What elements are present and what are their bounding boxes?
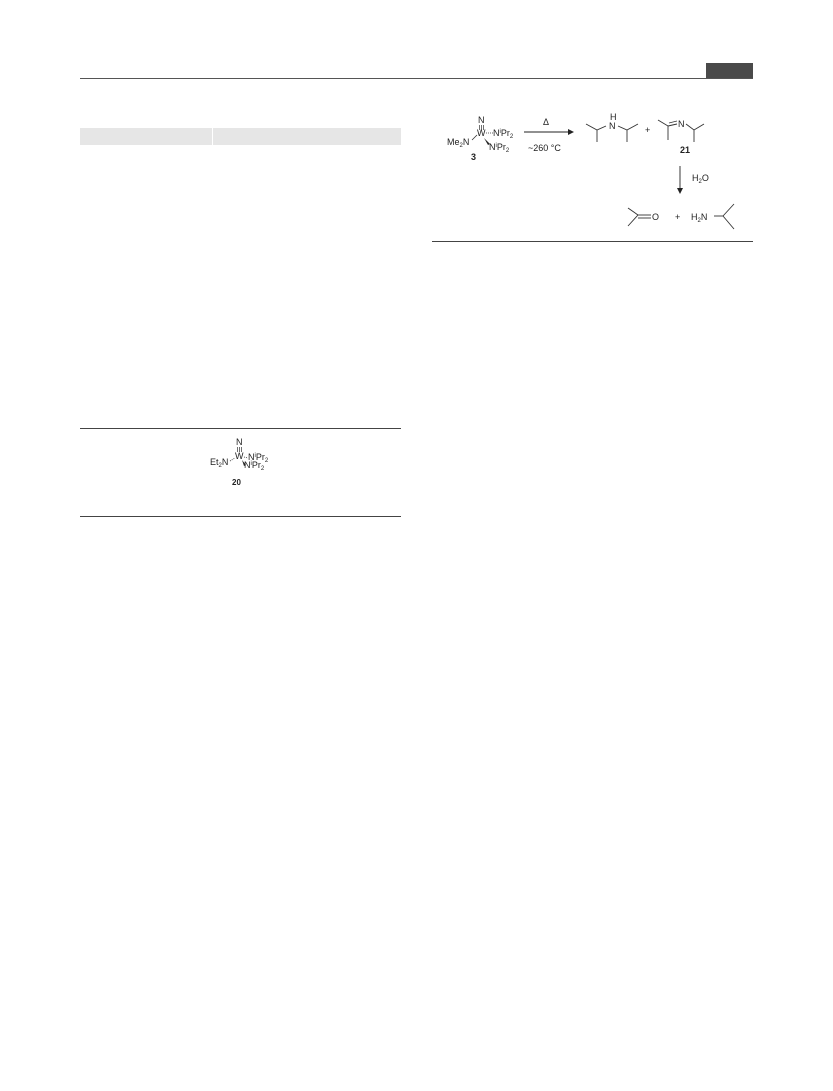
ketone-o: O <box>652 212 660 222</box>
figure-top-rule <box>80 428 401 429</box>
reactant-metal-w: W <box>477 128 486 138</box>
decomposition-scheme <box>440 108 760 233</box>
figure-bottom-rule <box>80 516 401 517</box>
plus-sign-2: + <box>675 212 681 222</box>
compound-20-structure <box>200 432 290 492</box>
reactant-nitrido-n: N <box>478 115 485 125</box>
header-tab <box>706 63 753 78</box>
acetone-bonds <box>628 208 651 226</box>
scheme-bottom-rule <box>432 241 753 242</box>
water-label: $H_2O$ <box>692 173 709 185</box>
plus-sign-1: + <box>645 125 651 135</box>
compound-label-21: 21 <box>680 145 691 155</box>
table-header-bar <box>80 128 401 145</box>
amine-n: N <box>609 121 616 131</box>
hydrolysis-arrowhead <box>677 188 683 194</box>
imine-n: N <box>678 119 685 129</box>
reactant-ligand-a: $N^iPr_2$ <box>493 128 514 140</box>
header-rule <box>80 78 753 79</box>
isopropylamine-nh2: $H_2N$ <box>691 212 708 224</box>
et2n-ligand: $Et_2N$ <box>210 457 229 469</box>
table-header-divider <box>212 128 213 145</box>
reactant-me2n: $Me_2N$ <box>447 137 470 149</box>
compound-label-3: 3 <box>471 152 477 162</box>
compound-label-20: 20 <box>232 478 241 487</box>
arrow-condition-bottom: ~260 °C <box>528 143 561 153</box>
nitrido-n: N <box>236 437 243 447</box>
ligand-b: $N^iPr_2$ <box>244 460 265 472</box>
amine-h: H <box>610 112 617 122</box>
ligand-a: $N^iPr_2$ <box>248 452 269 464</box>
isopropylamine-bonds <box>714 204 734 229</box>
metal-w: W <box>235 451 244 461</box>
reactant-ligand-b: $N^iPr_2$ <box>489 142 510 154</box>
reaction-arrowhead <box>568 129 574 135</box>
arrow-condition-top: Δ <box>543 117 550 127</box>
